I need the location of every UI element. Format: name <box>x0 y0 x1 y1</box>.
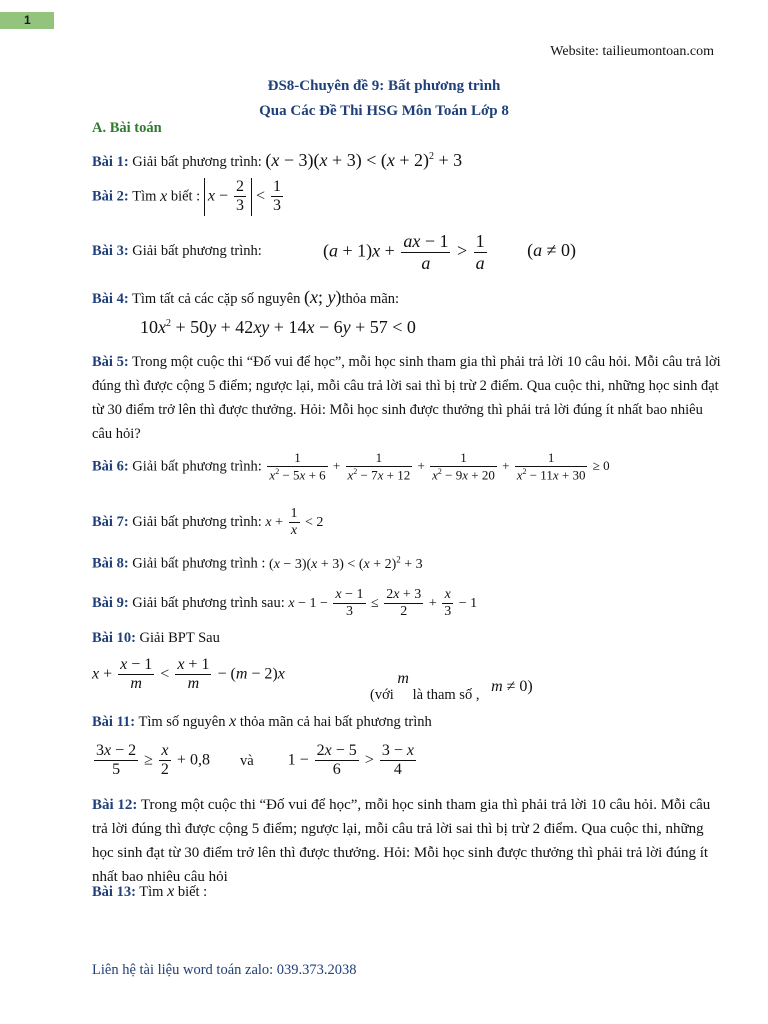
document-subtitle: Qua Các Đề Thi HSG Môn Toán Lớp 8 <box>259 103 509 119</box>
problem-text: Giải bất phương trình: <box>132 243 262 259</box>
document-title: ĐS8-Chuyên đề 9: Bất phương trình <box>267 78 501 94</box>
inequality-formula-3: (a + 1)x + $\frac{ax - 1}{a}$ > $\frac{1}{a}$ (a ≠ 0) <box>323 231 576 273</box>
problem-9 <box>92 587 477 620</box>
inequality-formula: $(x - 3)(x + 3) < (x + 2)^2 + 3$ <box>269 554 423 572</box>
section-heading: A. Bài toán <box>92 120 162 136</box>
problem-text: Tìm <box>139 884 164 900</box>
problem-label: Bài 1: <box>92 154 129 170</box>
problem-text: Giải bất phương trình : <box>132 555 266 572</box>
problem-text: Tìm số nguyên <box>138 714 226 730</box>
problem-text: Trong một cuộc thi “Đố vui để học”, mỗi học sinh tham gia thì phải trả lời 10 câu hỏi. Mỗi câu trả lời đúng thì được cộng 5 điểm; ngược lại, mỗi câu trả lời sai thì bị trừ 2 điểm. Qua cuộc thi, những học sinh đạt từ 30 điểm trở lên thì được thưởng. Hỏi: Mỗi học sinh được thưởng thì phải trả lời đúng ít nhất bao nhiêu câu hỏi? <box>92 354 721 442</box>
problem-1 <box>92 150 462 171</box>
inequality-formula: x − $\frac{2}{3}$ < $\frac{1}{3}$ <box>204 178 285 216</box>
problem-6 <box>92 451 610 483</box>
problem-text: Trong một cuộc thi “Đố vui để học”, mỗi học sinh tham gia thì phải trả lời 10 câu hỏi. Mỗi câu trả lời đúng thì được cộng 5 điểm; ngược lại, mỗi câu trả lời sai thì bị trừ 2 điểm. Qua cuộc thi, những học sinh đạt từ 30 điểm trở lên thì được thưởng. Hỏi: Mỗi học sinh được thưởng thì phải trả lời đúng ít nhất bao nhiêu câu hỏi <box>92 797 711 885</box>
inequality-formula-4: $10x^2 + 50y + 42xy + 14x - 6y + 57 < 0$ <box>140 317 416 337</box>
inequality-formula: $\frac{1}{x^2 - 5x + 6}$ + $\frac{1}{x^2 - 7x + 12}$ + $\frac{1}{x^2 - 9x + 20}$ + $\frac{1}{x^2 - 11x + 30}$ ≥ 0 <box>269 450 610 483</box>
problem-label: Bài 10: <box>92 630 136 646</box>
problem-7 <box>92 506 323 539</box>
problem-text: Tìm tất cả các cặp số nguyên <box>132 291 301 307</box>
problem-2: Bài 2: Tìm x biết : x − $\frac{2}{3}$ < $\frac{1}{3}$ <box>92 178 285 216</box>
inequality-formula: x + $\frac{1}{x}$ < 2 <box>265 506 324 539</box>
problem-label: Bài 3: <box>92 243 129 259</box>
problem-label: Bài 9: <box>92 595 129 612</box>
problem-label: Bài 4: <box>92 291 129 307</box>
problem-label: Bài 13: <box>92 884 136 900</box>
problem-text: Giải BPT Sau <box>139 630 220 646</box>
problem-4: Bài 4: Tìm tất cả các cặp số nguyên (x; y)thỏa mãn: <box>92 287 400 307</box>
problem-text-2: thỏa mãn cả hai bất phương trình <box>239 714 432 730</box>
inequality-formula-11: $\frac{3x - 2}{5}$ ≥ $\frac{x}{2}$ + 0,8 và 1 − $\frac{2x - 5}{6}$ > $\frac{3 - x}{4}$ <box>96 742 414 779</box>
inequality-formula-10: x + $\frac{x - 1}{m}$ < $\frac{x + 1}{m}$ − (m − 2)x <box>92 656 285 693</box>
conjunction: và <box>239 752 254 769</box>
problem-13: Bài 13: Tìm x biết : <box>92 883 208 900</box>
problem-label: Bài 2: <box>92 188 129 205</box>
inequality-formula: $(x - 3)(x + 3) < (x + 2)^2 + 3$ <box>265 150 463 170</box>
problem-text: Giải bất phương trình: <box>132 514 262 531</box>
problem-label: Bài 5: <box>92 354 129 370</box>
problem-text: Giải bất phương trình: <box>132 458 262 475</box>
problem-text: Giải bất phương trình sau: <box>132 595 285 612</box>
page-number-badge: 1 <box>0 12 54 29</box>
problem-text-3: là tham số , <box>412 687 480 703</box>
problem-5 <box>92 350 722 446</box>
website-header: Website: tailieumontoan.com <box>550 44 714 59</box>
problem-text-2: thỏa mãn: <box>341 291 400 307</box>
problem-10-condition: (với m là tham số , m ≠ 0) <box>370 670 533 703</box>
problem-text-2: biết : <box>177 884 208 900</box>
problem-text: Giải bất phương trình: <box>132 154 262 170</box>
problem-label: Bài 8: <box>92 555 129 572</box>
problem-label: Bài 12: <box>92 797 138 813</box>
problem-label: Bài 11: <box>92 714 136 730</box>
problem-label: Bài 7: <box>92 514 129 531</box>
problem-12 <box>92 793 722 889</box>
problem-text-2: biết : <box>170 188 201 205</box>
problem-label: Bài 6: <box>92 458 129 475</box>
problem-text: Tìm <box>132 188 157 205</box>
problem-3 <box>92 243 262 260</box>
problem-text-2: (với <box>370 687 394 703</box>
problem-10 <box>92 630 220 647</box>
problem-11: Bài 11: Tìm số nguyên x thỏa mãn cả hai bất phương trình <box>92 713 432 730</box>
inequality-formula: x − 1 − $\frac{x - 1}{3}$ ≤ $\frac{2x + 3}{2}$ + $\frac{x}{3}$ − 1 <box>288 587 478 620</box>
problem-8 <box>92 554 423 573</box>
footer-contact: Liên hệ tài liệu word toán zalo: 039.373.2038 <box>92 962 357 978</box>
